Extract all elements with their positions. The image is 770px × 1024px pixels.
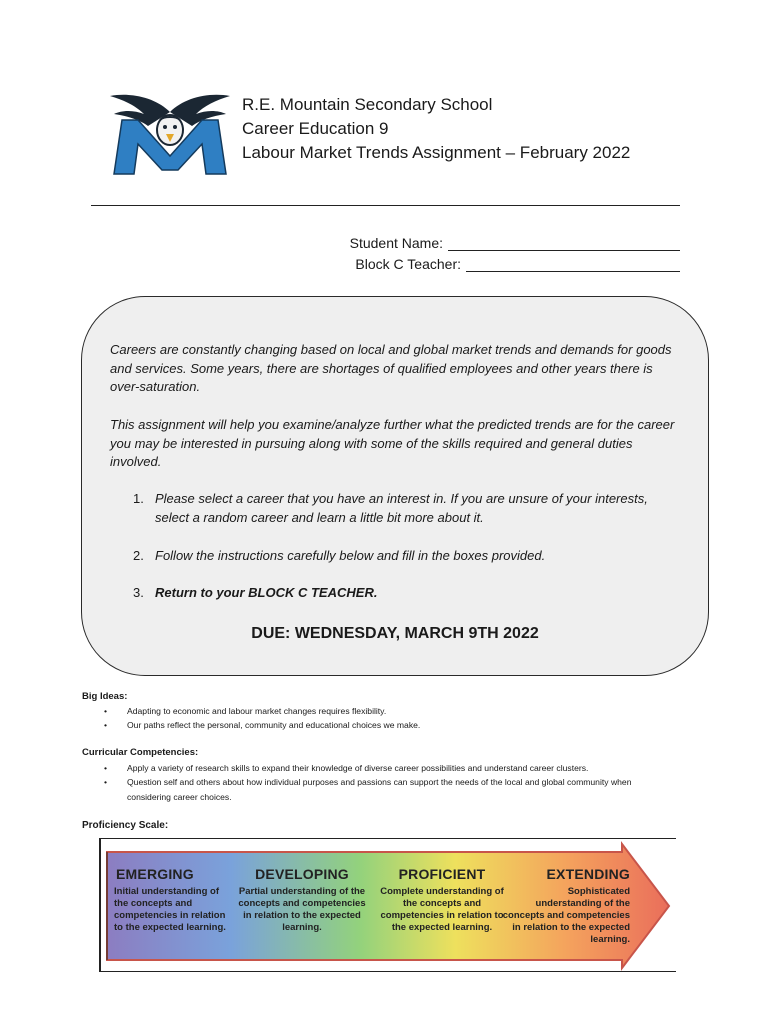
list-item: • Apply a variety of research skills to expand their knowledge of diverse career possibilities and understand career clusters. [104, 761, 684, 775]
header-divider [91, 205, 680, 206]
course-title: Career Education 9 [242, 119, 389, 138]
list-item: • Adapting to economic and labour market changes requires flexibility. [104, 704, 684, 718]
competencies-list [104, 761, 684, 804]
competencies-heading: Curricular Competencies: [82, 747, 199, 758]
instruction-step [133, 584, 685, 603]
student-name-row [350, 235, 680, 251]
step-number: 2 . [133, 547, 155, 566]
scale-level-description: Complete understanding of the concepts and competencies in relation to the expected learning. [380, 886, 504, 933]
proficiency-scale-heading: Proficiency Scale: [82, 820, 169, 831]
school-logo-eagle-m-icon [108, 90, 232, 178]
step-text: Follow the instructions carefully below and fill in the boxes provided. [155, 548, 546, 563]
scale-level-emerging [114, 866, 234, 934]
scale-level-description: Partial understanding of the concepts and competencies in relation to the expected learning. [238, 886, 366, 933]
scale-level-developing [236, 866, 368, 934]
scale-level-description: Initial understanding of the concepts and competencies in relation to the expected learning. [114, 886, 226, 933]
instruction-step [133, 490, 685, 527]
step-number: 1 . [133, 490, 155, 527]
assignment-title: Labour Market Trends Assignment – February 2022 [242, 143, 631, 162]
scale-level-title: EMERGING [116, 866, 194, 882]
school-name: R.E. Mountain Secondary School [242, 95, 493, 114]
scale-level-title: EXTENDING [546, 866, 630, 882]
scale-level-proficient [376, 866, 508, 934]
big-ideas-heading: Big Ideas: [82, 691, 128, 702]
scale-frame [99, 971, 676, 972]
school-logo [108, 90, 232, 178]
intro-paragraph-1: Careers are constantly changing based on local and global market trends and demands for goods and services. Some years, there are shortages of qualified employees and other years there is over-saturation. [110, 342, 672, 395]
big-ideas-list [104, 704, 684, 733]
list-item: • Question self and others about how individual purposes and passions can support the needs of the local and global community when considering career choices. [104, 775, 684, 804]
scale-level-title: DEVELOPING [255, 866, 349, 882]
intro-paragraph-2: This assignment will help you examine/analyze further what the predicted trends are for the career you may be interested in pursuing along with some of the skills required and general duties involved. [110, 417, 675, 470]
instruction-step [133, 547, 685, 566]
scale-level-description: Sophisticated understanding of the concepts and competencies in relation to the expected learning. [502, 886, 630, 945]
teacher-name-field[interactable] [466, 258, 680, 272]
scale-frame [99, 838, 101, 972]
teacher-row [355, 256, 680, 272]
step-number: 3 . [133, 584, 155, 603]
step-text: Return to your BLOCK C TEACHER. [155, 585, 378, 600]
student-name-label: Student Name: [349, 235, 443, 251]
scale-level-title: PROFICIENT [398, 866, 486, 882]
teacher-label: Block C Teacher: [355, 256, 461, 272]
list-item: • Our paths reflect the personal, community and educational choices we make. [104, 718, 684, 732]
step-text: Please select a career that you have an interest in. If you are unsure of your interests, select a random career and learn a little bit more about it. [155, 491, 648, 525]
scale-level-extending [500, 866, 630, 946]
student-name-field[interactable] [448, 237, 680, 251]
due-date: DUE: WEDNESDAY, MARCH 9TH 2022 [251, 625, 539, 642]
scale-frame [99, 838, 676, 839]
